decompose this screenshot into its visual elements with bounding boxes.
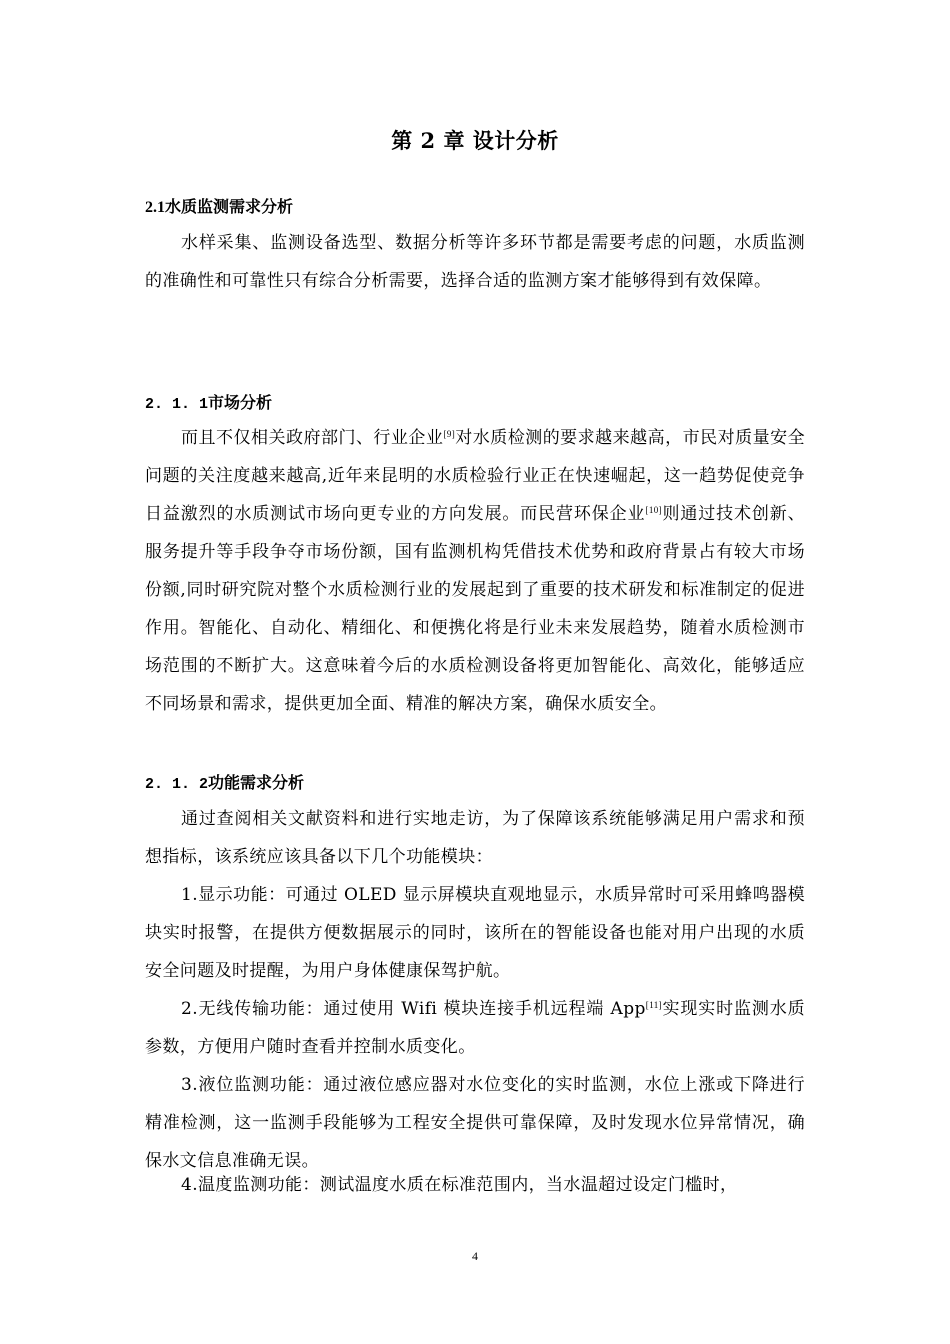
citation-ref: [10] [645, 505, 663, 515]
section-heading-2-1-2 [145, 772, 304, 796]
citation-ref: [11] [645, 1000, 663, 1010]
list-item-wireless-function [145, 990, 805, 1066]
text-run: 对水质检测的要求越来越高，市民对质量安全问题的关注度越来越高,近年来昆明的水质检验行业正在快速崛起，这一趋势促使竞争日益激烈的水质测试市场向更专业的方向发展。而民营环保企业 [145, 428, 806, 524]
section-heading-2-1-1 [145, 392, 272, 416]
section-number: 2. 1. 1 [145, 396, 209, 413]
text-run: 则通过技术创新、服务提升等手段争夺市场份额，国有监测机构凭借技术优势和政府背景占有较大市场份额,同时研究院对整个水质检测行业的发展起到了重要的技术研发和标准制定的促进作用。智能化、自动化、精细化、和便携化将是行业未来发展趋势，随着水质检测市场范围的不断扩大。这意味着今后的水质检测设备将更加智能化、高效化，能够适应不同场景和需求，提供更加全面、精准的解决方案，确保水质安全。 [145, 504, 806, 714]
list-item-level-function: 3.液位监测功能：通过液位感应器对水位变化的实时监测，水位上涨或下降进行精准检测，这一监测手段能够为工程安全提供可靠保障，及时发现水位异常情况，确保水文信息准确无误。 [145, 1075, 805, 1171]
paragraph-function-intro: 通过查阅相关文献资料和进行实地走访，为了保障该系统能够满足用户需求和预想指标，该系统应该具备以下几个功能模块： [145, 809, 805, 867]
page-number: 4 [472, 1249, 478, 1263]
text-run: 2.无线传输功能：通过使用 Wifi 模块连接手机远程端 App [181, 999, 646, 1019]
text-run: 而且不仅相关政府部门、行业企业 [181, 428, 444, 448]
paragraph-market-analysis [145, 419, 805, 723]
section-number: 2. 1. 2 [145, 776, 209, 793]
text-run: 实现实时监测水质参数，方便用户随时查看并控制水质变化。 [145, 999, 805, 1057]
section-title: 功能需求分析 [208, 773, 305, 792]
section-heading-2-1 [145, 196, 293, 219]
section-title: 市场分析 [208, 393, 273, 412]
section-number: 2.1 [145, 199, 165, 216]
list-item-display-function: 1.显示功能：可通过 OLED 显示屏模块直观地显示，水质异常时可采用蜂鸣器模块实时报警，在提供方便数据展示的同时，该所在的智能设备也能对用户出现的水质安全问题及时提醒，为用户身体健康保驾护航。 [145, 885, 805, 981]
chapter-title: 第 2 章 设计分析 [391, 128, 559, 153]
section-title: 水质监测需求分析 [165, 197, 294, 216]
citation-ref: [9] [443, 429, 456, 439]
list-item-temperature-function: 4.温度监测功能：测试温度水质在标准范围内，当水温超过设定门槛时， [181, 1175, 738, 1195]
paragraph-water-quality-needs: 水样采集、监测设备选型、数据分析等许多环节都是需要考虑的问题，水质监测的准确性和可靠性只有综合分析需要，选择合适的监测方案才能够得到有效保障。 [145, 233, 805, 291]
